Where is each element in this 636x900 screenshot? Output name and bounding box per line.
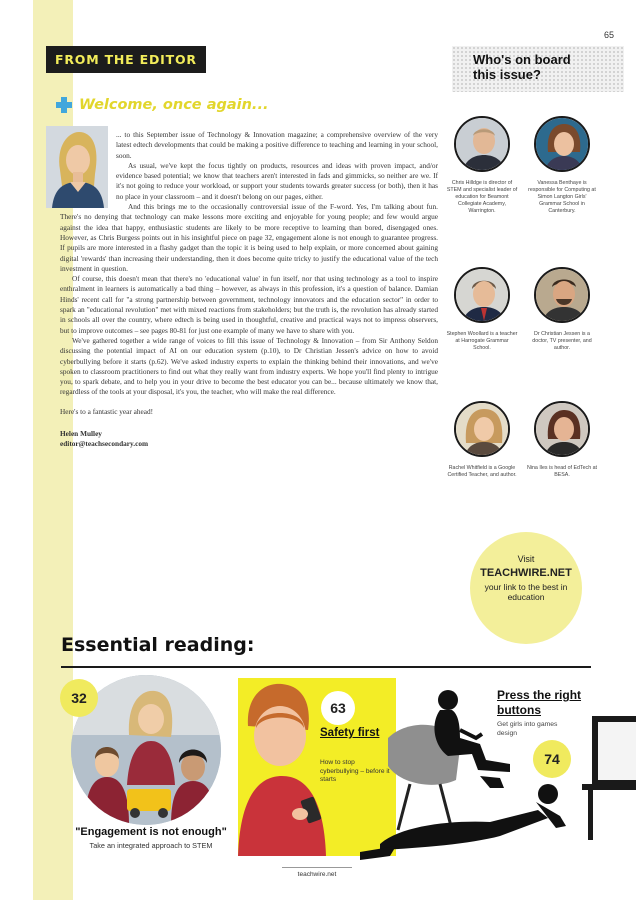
contributor-card: [446, 401, 518, 479]
letter-paragraph: Of course, this doesn't mean that there's no 'educational value' in fun itself, nor that using technology as a tool to inspire enthralment in learners is automatically a bad thing – however, as always in this profession, it's a question of balance. Damian Hinds' recent call for "a strong partnership between government, technology innovators and the education sector" in order to spark an "educational revolution" met with mixed reactions from stakeholders; but the truth is, the revolution has already started in schools all over the country, where edtech is being used in thoughtful, creative and practical ways not to impress observers, but to improve outcomes – see pages 80-81 for just one example of many we have to share with you.: [60, 274, 438, 335]
plus-icon: [56, 97, 72, 113]
safety-feature-subtitle: How to stop cyberbullying – before it starts: [320, 759, 390, 783]
section-tag: FROM THE EDITOR: [46, 46, 206, 73]
page-badge: 74: [533, 740, 571, 778]
contributor-card: [526, 401, 598, 479]
footer-rule: [282, 867, 352, 868]
letter-paragraph: ... to this September issue of Technology & Innovation magazine; a comprehensive overview of the very latest edtech developments that could be making a positive difference to teaching and learning in your school, soon.: [116, 130, 438, 160]
contributor-avatar: [534, 116, 590, 172]
editor-letter: [60, 130, 438, 450]
contributor-bio: Vanessa Benthaye is responsible for Computing at Simon Langton Girls' Grammar School in Canterbury.: [528, 180, 596, 214]
letter-paragraph: And this brings me to the occasionally controversial issue of the F-word. Yes, I'm talking about fun. There's no denying that technology can make lessons more exciting and enjoyable for young people; and few would argue against the idea that happy, enthusiastic students are likely to be more receptive to learning than bored, disengaged ones. However, as Chris Burgess points out in his insightful piece on page 32, engagement alone is not enough to guarantee progress. If pupils are more interested in a flashy gadget than the topic it is being used to help explain, or more concerned about gaining digital 'rewards' than increasing their understanding, then it does become quite tricky to justify the educational value of the tech investment in question.: [60, 202, 438, 273]
contributor-avatar: [534, 401, 590, 457]
letter-closing: Here's to a fantastic year ahead!: [60, 406, 154, 416]
welcome-heading: [56, 97, 268, 113]
contributor-bio: Nina Iles is head of EdTech at BESA.: [526, 465, 598, 478]
visit-site-link[interactable]: TEACHWIRE.NET: [480, 567, 572, 579]
contributor-avatar: [454, 116, 510, 172]
contributor-card: [446, 267, 518, 352]
games-feature-title[interactable]: Press the right buttons: [497, 688, 582, 717]
contributor-bio: Chris Hilldge is director of STEM and specialist leader of education for Beamont Collegiate Academy, Warrington.: [446, 180, 518, 214]
board-title: Who's on board this issue?: [473, 52, 571, 82]
contributor-avatar: [534, 267, 590, 323]
letter-paragraph: We've gathered together a wide range of voices to fill this issue of Technology & Innovation – from Sir Anthony Seldon discussing the potential impact of AI on our education system (p.10), to Dr Christian Jessen's advice on how to avoid cyberbullying before it starts (p.62). We've asked industry experts to explain the thinking behind their innovations, and we've spoken to classroom practitioners to find out what they really want from industry experts. We hope you'll find plenty to intrigue you, to spark debate, and to help you in your drive to become the best educator you can be... because ultimately we know that, regardless of the tools at your disposal, it's you, the teacher, who will make the real difference.: [60, 335, 438, 397]
games-feature-subtitle: Get girls into games design: [497, 721, 558, 737]
essential-reading-heading: Essential reading:: [61, 634, 255, 656]
signature-name: Helen Mulley: [60, 429, 102, 439]
safety-feature-title[interactable]: Safety first: [320, 727, 380, 739]
contributor-card: [526, 116, 598, 215]
page-number: 65: [603, 30, 614, 40]
page-badge: 32: [60, 679, 98, 717]
letter-paragraph: As usual, we've kept the focus tightly on products, resources and ideas with proven impact, and/or evidence based potential; we know that teachers aren't interested in fads and gimmicks, so neither are we. If it's not going to reduce your workload, or support your students towards greater success (or both), then it has no place in your classroom – and it doesn't belong on our pages, either.: [116, 160, 438, 201]
stem-feature-subtitle: Take an integrated approach to STEM: [89, 841, 213, 850]
welcome-title: Welcome, once again...: [79, 97, 269, 113]
contributor-bio: Stephen Woollard is a teacher at Harrogate Grammar School.: [446, 331, 518, 351]
contributor-card: [526, 267, 598, 352]
contributor-card: [446, 116, 518, 215]
contributor-avatar: [454, 267, 510, 323]
visit-label: Visit: [517, 554, 535, 564]
contributor-bio: Dr Christian Jessen is a doctor, TV presenter, and author.: [532, 331, 592, 351]
stem-feature-title[interactable]: "Engagement is not enough": [75, 826, 227, 838]
page-badge: 63: [321, 691, 355, 725]
contributor-avatar: [454, 401, 510, 457]
contributor-bio: Rachel Whitfield is a Google Certified Teacher, and author.: [447, 465, 517, 478]
essential-divider: [61, 666, 591, 668]
signature-email[interactable]: editor@teachsecondary.com: [60, 439, 149, 449]
visit-promo[interactable]: [470, 532, 582, 644]
footer-site[interactable]: teachwire.net: [297, 871, 337, 878]
visit-tagline: your link to the best in education: [484, 582, 568, 602]
